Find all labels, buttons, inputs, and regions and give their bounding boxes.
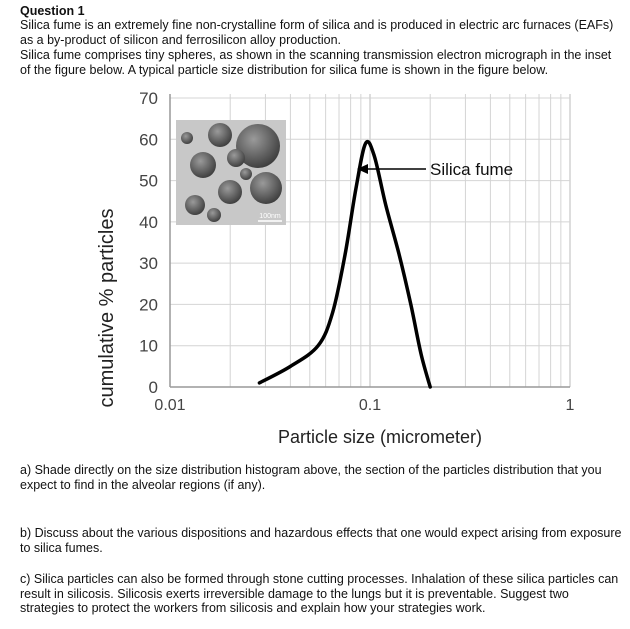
annotation-label: Silica fume [430,160,514,179]
intro-paragraph-2: Silica fume comprises tiny spheres, as shown in the scanning transmission electron micrograph in the inset of the figure below. A typical particle size distribution for silica fume is shown in the figure below. [20,48,612,77]
y-axis-label: cumulative % particles [96,208,118,408]
y-tick-label: 20 [139,295,158,315]
x-axis-label: Particle size (micrometer) [277,427,483,447]
y-tick-labels [139,89,158,397]
x-tick-labels [154,397,574,414]
part-c-text: c) Silica particles can also be formed through stone cutting processes. Inhalation of these silica particles can result in silicosis. Silicosis exerts irreversible damage to the lungs but it is preventable. Suggest two strategies to protect the workers from silicosis and explain how your strategies work. [20,572,619,616]
particle-size-chart [0,80,630,460]
x-tick-label: 0.1 [358,397,382,414]
y-tick-label: 30 [139,254,158,274]
y-tick-label: 50 [139,171,158,191]
sem-micrograph-inset [176,120,286,225]
y-tick-label: 0 [148,378,158,397]
inset-scale-label: 100nm [259,213,281,220]
intro-paragraph-1: Silica fume is an extremely fine non-crystalline form of silica and is produced in electric arc furnaces (EAFs) as a by-product of silicon and ferrosilicon alloy production. [20,18,614,47]
x-tick-label: 0.01 [154,397,186,414]
x-tick-label: 1 [565,397,575,414]
question-title: Question 1 [20,4,85,18]
y-tick-label: 40 [139,212,158,232]
part-a-text: a) Shade directly on the size distribution histogram above, the section of the particles distribution that you expect to find in the alveolar regions (if any). [20,463,602,492]
y-tick-label: 10 [139,336,158,356]
part-b-text: b) Discuss about the various dispositions and hazardous effects that one would expect arising from exposure to silica fumes. [20,526,622,555]
y-tick-label: 70 [139,89,158,108]
y-tick-label: 60 [139,130,158,150]
